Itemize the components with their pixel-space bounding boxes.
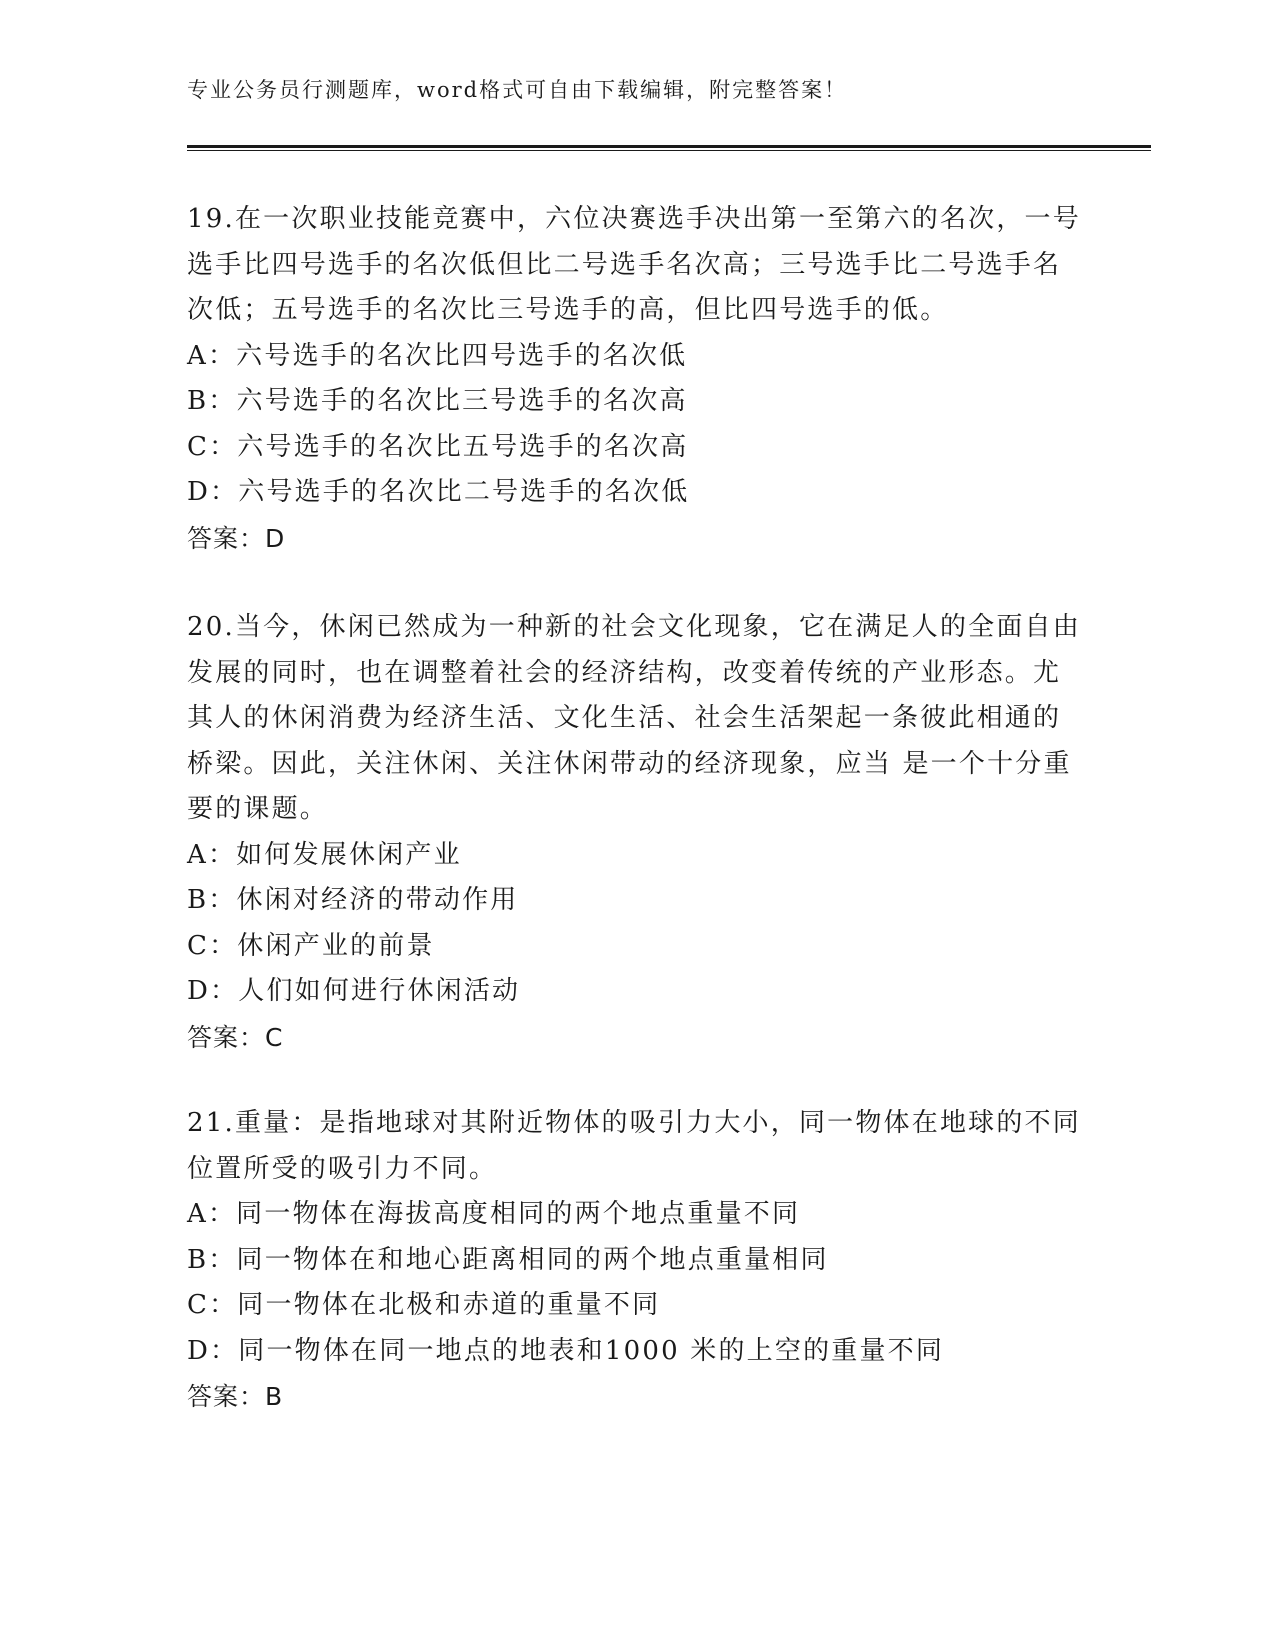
question-21 [187, 1101, 1087, 1420]
option-a: A：如何发展休闲产业 [187, 839, 462, 870]
question-stem: 21.重量：是指地球对其附近物体的吸引力大小，同一物体在地球的不同位置所受的吸引力不同。 [187, 1108, 1081, 1184]
option-b: B：休闲对经济的带动作用 [187, 885, 519, 915]
question-stem: 20.当今，休闲已然成为一种新的社会文化现象，它在满足人的全面自由发展的同时，也在调整着社会的经济结构，改变着传统的产业形态。尤其人的休闲消费为经济生活、文化生活、社会生活架起一条彼此相通的桥梁。因此，关注休闲、关注休闲带动的经济现象，应当 是一个十分重要的课题。 [187, 612, 1081, 824]
option-d: D：六号选手的名次比二号选手的名次低 [187, 477, 690, 507]
answer: 答案：D [187, 523, 286, 553]
answer: 答案：B [187, 1382, 284, 1411]
option-b: B：六号选手的名次比三号选手的名次高 [187, 386, 688, 416]
header-rule-thick [187, 145, 1151, 148]
answer: 答案：C [187, 1022, 284, 1052]
option-d: D：人们如何进行休闲活动 [187, 976, 521, 1006]
option-c: C：同一物体在北极和赤道的重量不同 [187, 1290, 661, 1320]
option-d: D：同一物体在同一地点的地表和1000 米的上空的重量不同 [187, 1335, 945, 1366]
question-20 [187, 605, 1087, 1060]
option-b: B：同一物体在和地心距离相同的两个地点重量相同 [187, 1244, 829, 1275]
option-a: A：六号选手的名次比四号选手的名次低 [187, 340, 688, 371]
option-a: A：同一物体在海拔高度相同的两个地点重量不同 [187, 1199, 801, 1229]
page-header: 专业公务员行测题库，word格式可自由下载编辑，附完整答案！ [187, 78, 848, 102]
question-19 [187, 197, 1087, 561]
header-rule-thin [187, 150, 1151, 151]
option-c: C：六号选手的名次比五号选手的名次高 [187, 431, 689, 462]
option-c: C：休闲产业的前景 [187, 930, 435, 961]
question-stem: 19.在一次职业技能竞赛中，六位决赛选手决出第一至第六的名次，一号选手比四号选手的名次低但比二号选手名次高；三号选手比二号选手名次低；五号选手的名次比三号选手的高，但比四号选手的低。 [187, 204, 1081, 325]
